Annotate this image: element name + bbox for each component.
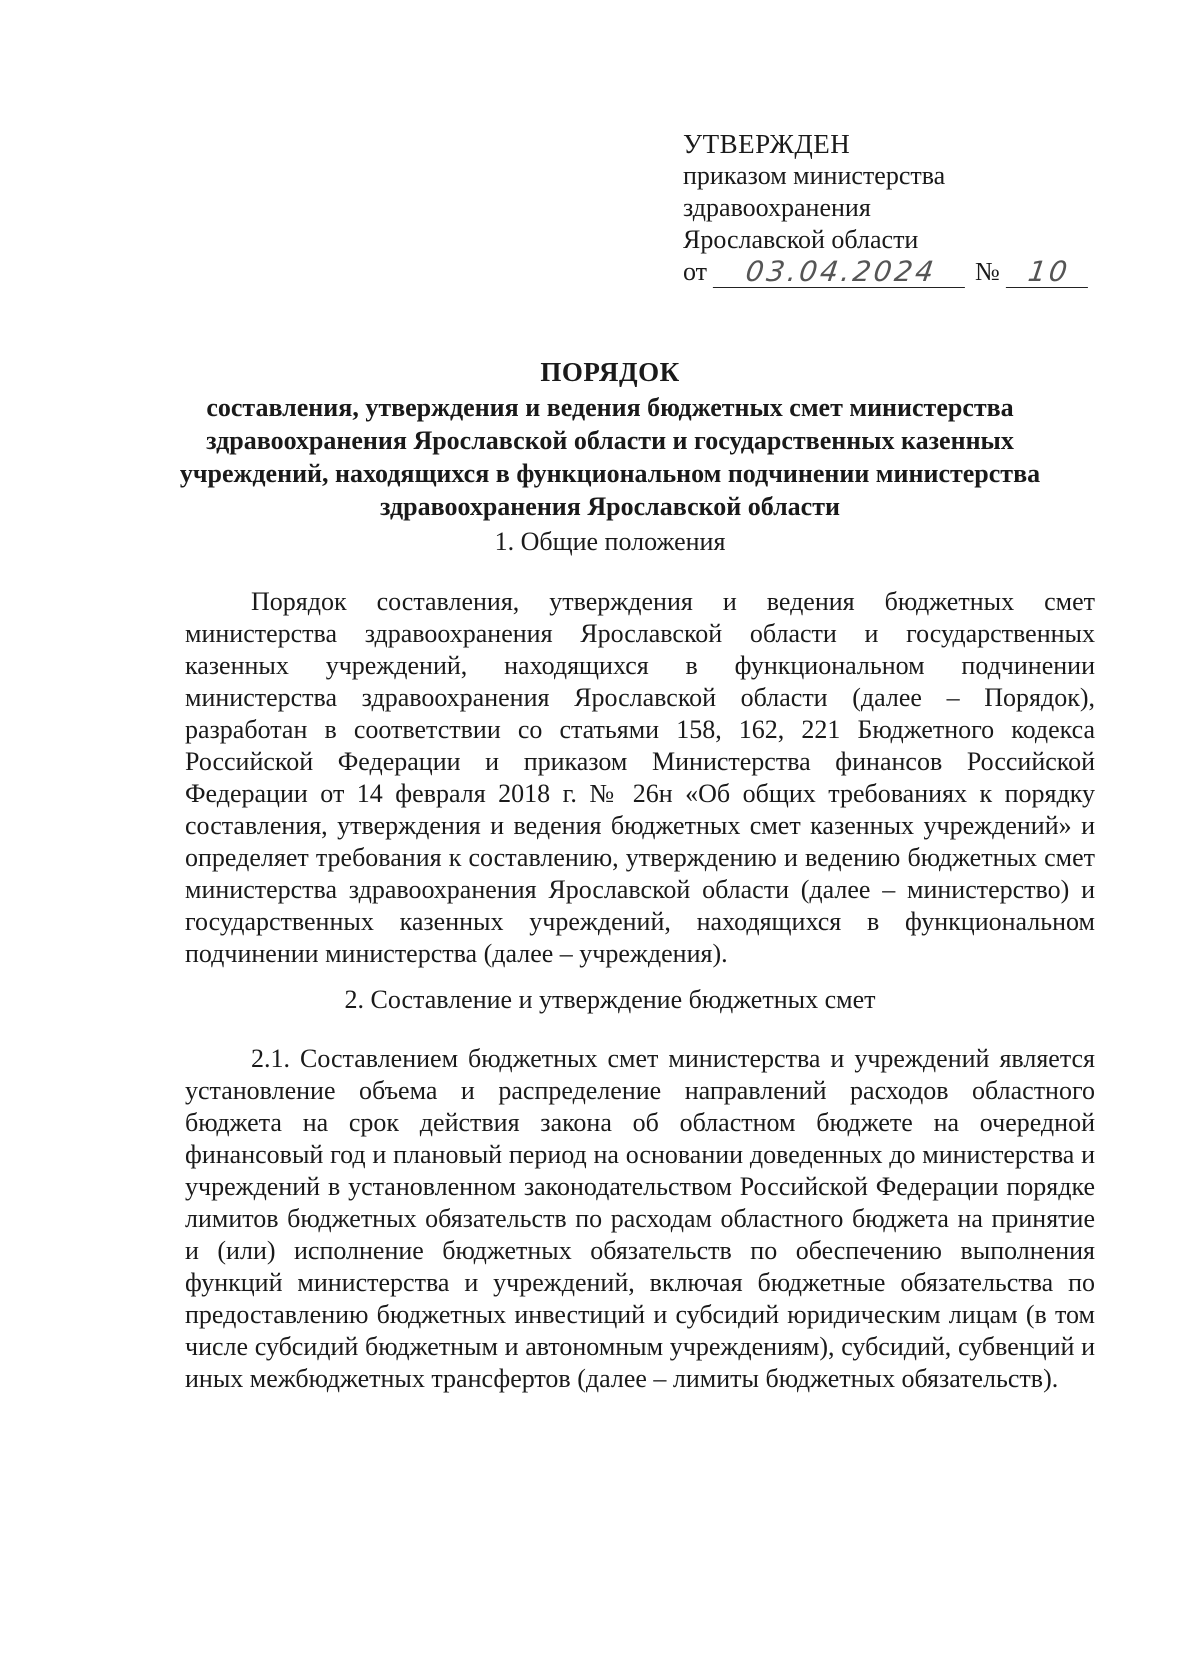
approval-title: УТВЕРЖДЕН (683, 129, 851, 159)
approval-line-3: Ярославской области (683, 225, 919, 254)
approval-block (683, 128, 1090, 288)
document-heading (150, 356, 1070, 523)
section-1-title: 1. Общие положения (494, 527, 726, 556)
approval-line-1: приказом министерства (683, 161, 946, 190)
approval-date-row (683, 256, 1090, 288)
document-subtitle-line-1: составления, утверждения и ведения бюджетных смет министерства (206, 393, 1014, 422)
section-1-paragraph: Порядок составления, утверждения и ведения бюджетных смет министерства здравоохранения Ярославской области и государственных казенных учреждений, находящихся в функциональном подчинении министерства здравоохранения Ярославской области (далее – Порядок), разработан в соответствии со статьями 158, 162, 221 Бюджетного кодекса Российской Федерации и приказом Министерства финансов Российской Федерации от 14 февраля 2018 г. № 26н «Об общих требованиях к порядку составления, утверждения и ведения бюджетных смет казенных учреждений» и определяет требования к составлению, утверждению и ведению бюджетных смет министерства здравоохранения Ярославской области (далее – министерство) и государственных казенных учреждений, находящихся в функциональном подчинении министерства (далее – учреждения). (185, 587, 1095, 968)
document-subtitle-line-2: здравоохранения Ярославской области и государственных казенных (206, 426, 1014, 455)
approval-line-2: здравоохранения (683, 193, 871, 222)
section-2-title: 2. Составление и утверждение бюджетных смет (344, 985, 876, 1014)
document-subtitle-line-3: учреждений, находящихся в функциональном подчинении министерства (179, 459, 1041, 488)
date-prefix: от (683, 257, 708, 286)
handwritten-date: 03.04.2024 (713, 257, 969, 288)
section-2-1-paragraph: 2.1. Составлением бюджетных смет министерства и учреждений является установление объема и распределение направлений расходов областного бюджета на срок действия закона об областном бюджете на очередной финансовый год и плановый период на основании доведенных до министерства и учреждений в установленном законодательством Российской Федерации порядке лимитов бюджетных обязательств по расходам областного бюджета на принятие и (или) исполнение бюджетных обязательств по обеспечению выполнения функций министерства и учреждений, включая бюджетные обязательства по предоставлению бюджетных инвестиций и субсидий юридическим лицам (в том числе субсидий бюджетным и автономным учреждениям), субсидий, субвенций и иных межбюджетных трансфертов (далее – лимиты бюджетных обязательств). (185, 1044, 1095, 1393)
handwritten-number: 10 (1006, 257, 1092, 288)
number-label: № (975, 257, 1000, 286)
document-title: ПОРЯДОК (540, 357, 680, 387)
document-subtitle-line-4: здравоохранения Ярославской области (380, 492, 840, 521)
